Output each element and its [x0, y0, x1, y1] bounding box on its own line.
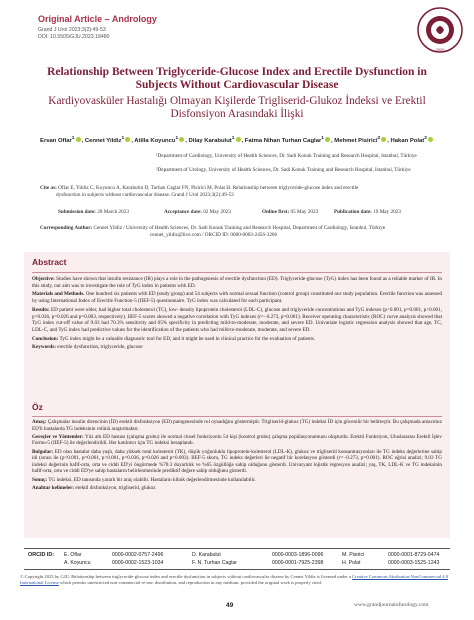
orcid-icon[interactable]: [325, 137, 330, 142]
abstract-box: [24, 252, 450, 538]
article-title-tr: [20, 95, 454, 121]
abstract-methods: Materials and Methods. One hundred six patients with ED (study group) and 54 subjects with normal sexual function (control group) constituted our study population. Erectile function was assessed by using International Index of Erectile Function-5 (IIEF-5) questionnaire. TyG index was calculated for each participant.: [32, 291, 442, 305]
orcid-name: H. Polat: [342, 560, 361, 566]
orcid-icon[interactable]: [428, 137, 433, 142]
title-tr-line-2: Disfonsiyon Arasındaki İlişki: [170, 108, 304, 120]
orcid-icon[interactable]: [179, 137, 184, 142]
oz-body: [32, 419, 442, 493]
author: Atilla Koyuncu$^1$: [134, 136, 179, 144]
abstract-results: Results: ED patient were older, had higher total cholesterol (TC), low- density lipoprotein cholesterol (LDL-C), glucose and triglyceride concentrations and TyG indexes (p<0.001, p=0.001, p<0.001, p=0.036, p=0.026 and p=0.003, respectively). IIEF-5 scores showed a negative correlation with TyG indexes (r=−0.273, p=0.001). Receiver operating characteristic (ROC) curve analysis showed that TyG index cut-off value of 9.03 had 70.3% sensitivity and 65% specificity in predicting mild-to-moderate, moderate, and severe ED. Univariate logistic regression analysis showed that age, TC, LDL-C, and TyG index had predictive values for the identification of the patients who had mild-to-moderate, moderate, and severe ED.: [32, 306, 442, 333]
orcid-id[interactable]: 0000-0002-0757-2496: [112, 552, 164, 558]
cite-as: [40, 185, 440, 199]
author: Hakan Polat$^2$: [390, 136, 427, 144]
journal-citation: Grand J Urol 2023;3(2):49-53: [38, 27, 106, 33]
copyright-notice: © Copyright 2023 by GJU. Relationship between triglyceride-glucose index and erectile dysfunction in subjects without cardiovascular disease by Cennet Yildiz is licensed under a Creative Commons Attribution-NonCommercial 4.0 International License which permits unrestricted non-commercial re-use, distribution, and reproduction in any medium, provided the original work is properly cited.: [20, 574, 449, 585]
oz-gerecler: Gereçler ve Yöntemler: Yüz altı ED hastası (çalışma grubu) ile normal cinsel fonksiyonlu 54 kişi (kontrol grubu) çalışma popülasyonumuzu oluşturdu. Erektil Fonksiyon, Uluslararası Erektil İşlev Formu-5 (IIEF-5) ile değerlendirildi. Her katılımcı için TG indeksi hesaplandı.: [32, 433, 442, 447]
orcid-icon[interactable]: [76, 137, 81, 142]
author: Dilay Karabulut$^1$: [188, 136, 235, 144]
orcid-name: M. Pisirici: [342, 552, 365, 558]
orcid-name: A. Koyuncu: [64, 560, 91, 566]
article-type: Original Article – Andrology: [38, 14, 157, 24]
abstract-body: [32, 276, 442, 353]
author: Cennet Yildiz$^1$: [84, 136, 125, 144]
orcid-id[interactable]: 0000-0001-8729-0474: [388, 552, 440, 558]
orcid-name: D. Karabulut: [192, 552, 221, 558]
journal-website[interactable]: www.grandjournalofurology.com: [354, 602, 429, 608]
acceptance-date: Acceptance date: 02 May 2023: [164, 209, 231, 215]
divider: [32, 416, 442, 417]
license-link[interactable]: Creative Commons Attribution-NonCommercial 4.0 International License: [20, 574, 449, 585]
journal-logo: [416, 6, 464, 54]
oz-anahtar: Anahtar kelimeler: erektil disfonksiyon, trigliserid, glukoz: [32, 485, 156, 492]
cite-as-text: Oflar E, Yildiz C, Koyuncu A, Karabulut D, Turhan Caglar FN, Pisirici M, Polat H. Relationship between triglyceride-glucose index and erectile: [56, 185, 359, 191]
page-number: 49: [226, 602, 234, 609]
divider: [32, 272, 442, 273]
author: Fatma Nihan Turhan Caglar$^1$: [244, 136, 324, 144]
submission-date: Submission date: 28 March 2023: [58, 209, 129, 215]
orcid-id[interactable]: 0000-0003-1896-0096: [272, 552, 324, 558]
orcid-id[interactable]: 0000-0002-1523-1034: [112, 560, 164, 566]
affiliation-2: ²Department of Urology, University of Health Sciences, Dr. Sadi Konuk Training and Research Hospital, Istanbul, Türkiye: [156, 167, 411, 173]
orcid-id[interactable]: 0000-0001-7925-2398: [272, 560, 324, 566]
article-title-en: [20, 66, 454, 92]
title-en-line-2: Subjects Without Cardiovascular Disease: [135, 79, 339, 91]
orcid-icon[interactable]: [125, 137, 130, 142]
oz-bulgular: Bulgular: ED olan hastalar daha yaşlı, daha yüksek total kolesterol (TK), düşük yoğunluklu lipoprotein-kolesterol (LDL-K), glukoz ve trigliserid konsantrasyonları ile TG indeks değerlerine sahip idi (sırası ile (p<0.001, p=0.001, p<0.001, p=0.036, p=0.026 and p=0.003). IIEF-5 skoru, TG indeks değerleri ile negatif bir korelasyon gösterdi (r=−0.273, p=0.001). ROC eğrisi analizi; 9.03 TG indeksi değerinin hafif-orta, orta ve ciddi ED'yi öngörmede %70.3 duyarlılık ve %65 özgüllüğe sahip olduğunu gösterdi. Univaryant lojistik regresyon analizi; yaş, TK, LDL-K ve TG indeksinin hafif-orta, orta ve ciddi ED'ye sahip hastaların belirlenmesinde prediktif değere sahip olduğunu gösterdi.: [32, 448, 442, 475]
orcid-table: [24, 548, 450, 570]
abstract-conclusion: Conclusion: TyG index might be a valuable diagnostic tool for ED, and it might be used in clinical practice for the evaluation of patients.: [32, 335, 316, 342]
author: Mehmet Pisirici$^2$: [334, 136, 381, 144]
corr-label: Corresponding Author:: [40, 225, 93, 231]
orcid-icon[interactable]: [381, 137, 386, 142]
affiliation-1: ¹Department of Cardiology, University of Health Sciences, Dr. Sadi Konuk Training and Research Hospital, Istanbul, Türkiye: [156, 153, 417, 159]
corresponding-author: Corresponding Author: Cennet Yildiz / University of Health Sciences, Dr. Sadi Konuk Training and Research Hospital, Department of Cardiology, Istanbul, Türkiye cennet_yildiz@live.com / ORCID ID: 0000-0003-2456-3206: [40, 225, 386, 238]
publication-date: Publication date: 19 May 2023: [334, 209, 401, 215]
author: Ersan Oflar$^1$: [40, 136, 75, 144]
orcid-name: E. Oflar: [64, 552, 82, 558]
orcid-table-label: ORCID ID:: [28, 552, 55, 558]
orcid-id[interactable]: 0000-0003-1525-1243: [388, 560, 440, 566]
title-en-line-1: Relationship Between Triglyceride-Glucose Index and Erectile Dysfunction in: [47, 66, 427, 78]
author-list: Ersan Oflar$^1$ , Cennet Yildiz$^1$ , Atilla Koyuncu$^1$ , Dilay Karabulut$^1$ , Fatma Nihan Turhan Caglar$^1$ , Mehmet Pisirici$^2$ , Hakan Polat$^2$: [10, 136, 464, 144]
online-first-date: Online first: 05 May 2023: [262, 209, 319, 215]
oz-sonuc: Sonuç: TG indeksi, ED tanısında yararlı bir araç olabilir. Hastaların klinik değerlendirmesinde kullanılabilir.: [32, 476, 256, 483]
abstract-heading: Abstract: [32, 257, 67, 267]
abstract-objective: Objective: Studies have shown that insulin resistance (IR) plays a role in the pathogenesis of erectile dysfunction (ED). Triglyceride-glucose (TyG) index has been found as a reliable marker of IR. In this study, our aim was to investigate the role of TyG index in patients with ED.: [32, 276, 442, 289]
orcid-name: F. N. Turhan Caglar: [192, 560, 237, 566]
title-tr-line-1: Kardiyovasküler Hastalığı Olmayan Kişilerde Trigliserid-Glukoz İndeksi ve Erektil: [48, 95, 426, 107]
oz-heading: Öz: [32, 402, 43, 412]
corr-email-orcid[interactable]: cennet_yildiz@live.com / ORCID ID: 0000-0003-2456-3206: [150, 232, 278, 238]
orcid-icon[interactable]: [236, 137, 241, 142]
cite-as-label: Cite as:: [40, 185, 57, 191]
cite-as-text-2: dysfunction in subjects without cardiovascular disease. Grand J Urol 2023;3(2):49-53: [56, 192, 234, 198]
abstract-keywords: Keywords: erectile dysfunction, triglyceride, glucose: [32, 344, 143, 351]
oz-amac: Amaç: Çalışmalar insulin direncinin (İD) erektil disfonksiyon (ED) patogenezinde rol oynadığını göstermiştir. Trigliserid-glukoz (TG) indeksi İD için güvenilir bir belirteçtir. Bu çalışmada amacımız ED'li hastalarda TG indeksinin rolünü araştırmaktır.: [32, 419, 442, 432]
logo-year: 2020: [435, 47, 445, 52]
doi: DOI: 10.5505/GJU.2023.18480: [38, 34, 110, 40]
